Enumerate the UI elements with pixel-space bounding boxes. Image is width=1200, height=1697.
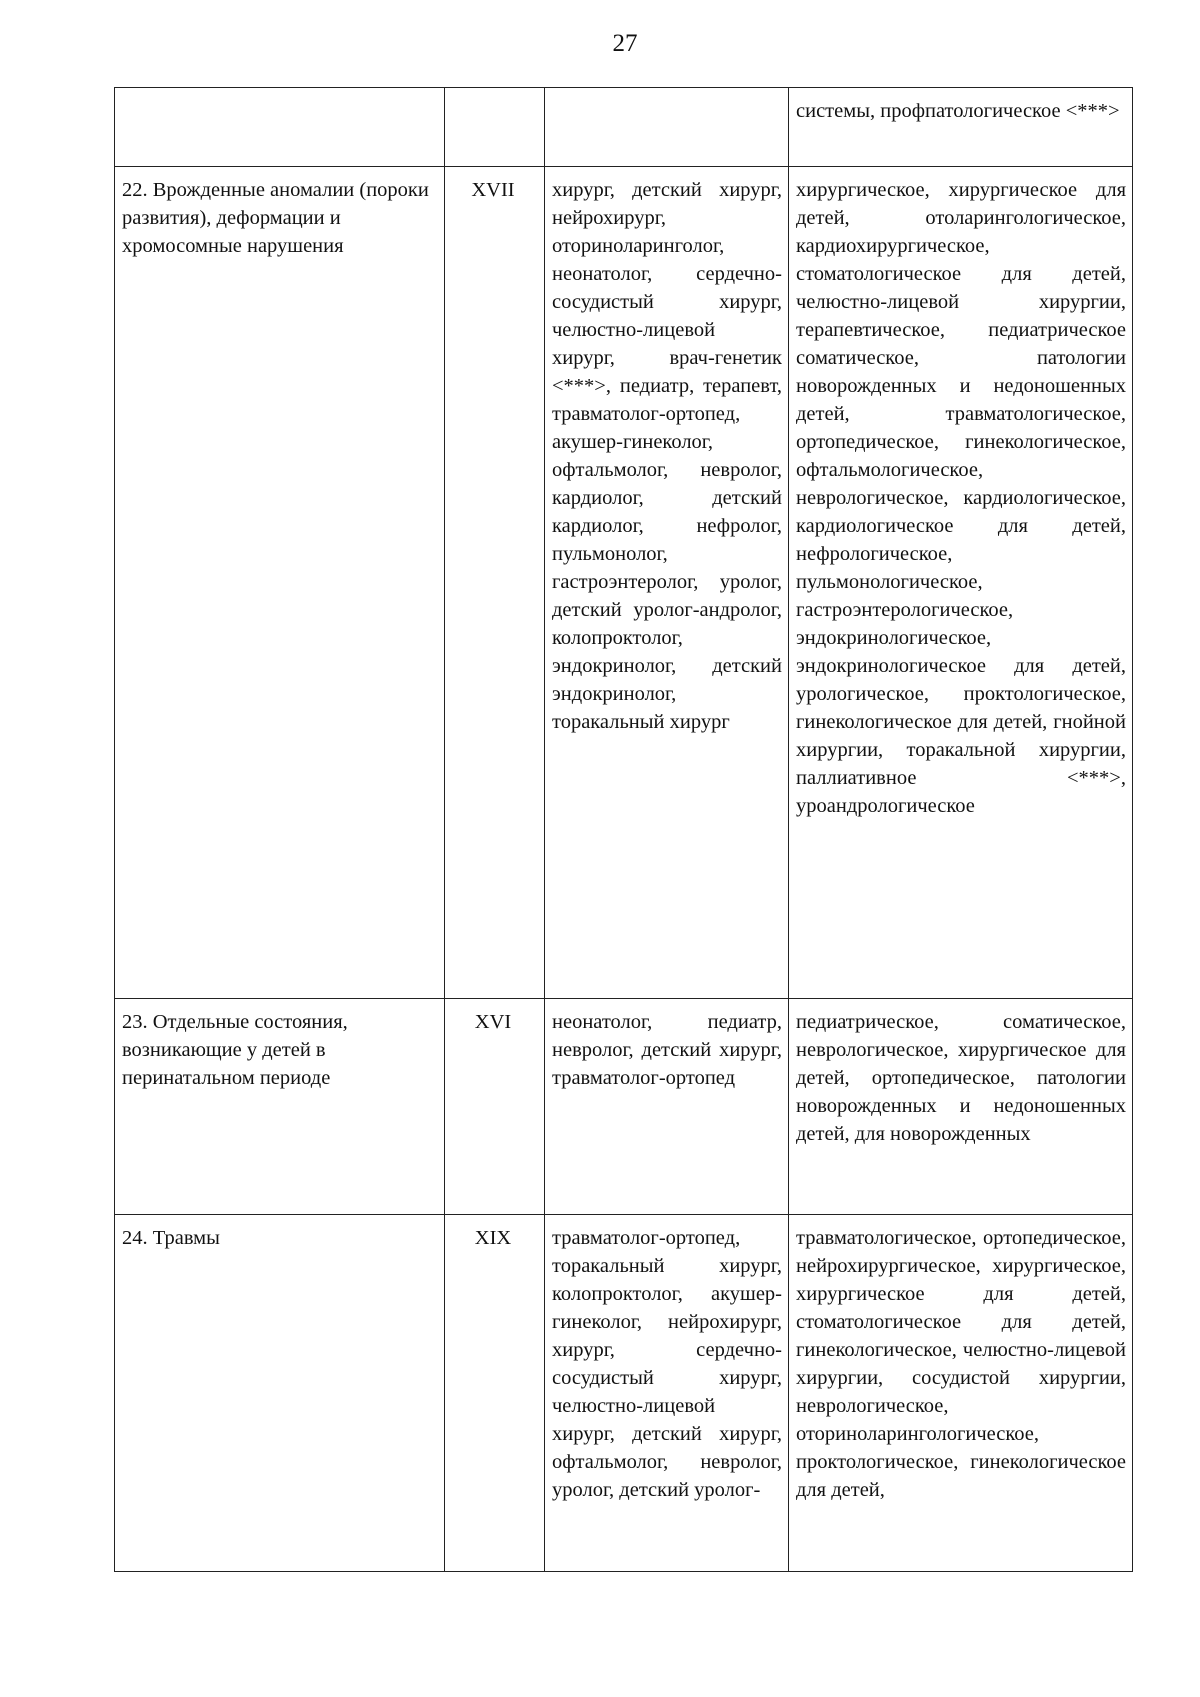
page-number: 27	[612, 30, 638, 57]
bed-profiles-cell: травматологическое, ортопедическое, нейрохирургическое, хирургическое, хирургическое для детей, стоматологическое для детей, гинекологическое, челюстно-лицевой хирургии, сосудистой хирургии, неврологическое, оториноларингологическое, проктологическое, гинекологическое для детей,	[789, 1215, 1133, 1572]
specialists-cell: неонатолог, педиатр, невролог, детский хирург, травматолог-ортопед	[545, 999, 789, 1215]
condition-cell: 23. Отдельные состояния, возникающие у детей в перинатальном периоде	[115, 999, 445, 1215]
icd-class-cell: XIX	[445, 1215, 545, 1572]
table-row	[115, 999, 1133, 1215]
specialists-cell: травматолог-ортопед, торакальный хирург, колопроктолог, акушер-гинеколог, нейрохирург, хирург, сердечно-сосудистый хирург, челюстно-лицевой хирург, детский хирург, офтальмолог, невролог, уролог, детский уролог-	[545, 1215, 789, 1572]
condition-cell: 22. Врожденные аномалии (пороки развития), деформации и хромосомные нарушения	[115, 167, 445, 999]
bed-profiles-cell: хирургическое, хирургическое для детей, отоларингологическое, кардиохирургическое, стоматологическое для детей, челюстно-лицевой хирургии, терапевтическое, педиатрическое соматическое, патологии новорожденных и недоношенных детей, травматологическое, ортопедическое, гинекологическое, офтальмологическое, неврологическое, кардиологическое, кардиологическое для детей, нефрологическое, пульмонологическое, гастроэнтерологическое, эндокринологическое, эндокринологическое для детей, урологическое, проктологическое, гинекологическое для детей, гнойной хирургии, торакальной хирургии, паллиативное <***>, уроандрологическое	[789, 167, 1133, 999]
bed-profiles-cell: системы, профпатологическое <***>	[789, 88, 1133, 167]
specialists-cell	[545, 88, 789, 167]
table-row	[115, 88, 1133, 167]
table-row	[115, 1215, 1133, 1572]
icd-class-cell	[445, 88, 545, 167]
condition-cell: 24. Травмы	[115, 1215, 445, 1572]
icd-class-cell: XVII	[445, 167, 545, 999]
bed-profiles-cell: педиатрическое, соматическое, неврологическое, хирургическое для детей, ортопедическое, патологии новорожденных и недоношенных детей, для новорожденных	[789, 999, 1133, 1215]
medical-profile-table	[114, 87, 1133, 1572]
icd-class-cell: XVI	[445, 999, 545, 1215]
specialists-cell: хирург, детский хирург, нейрохирург, оториноларинголог, неонатолог, сердечно-сосудистый хирург, челюстно-лицевой хирург, врач-генетик <***>, педиатр, терапевт, травматолог-ортопед, акушер-гинеколог, офтальмолог, невролог, кардиолог, детский кардиолог, нефролог, пульмонолог, гастроэнтеролог, уролог, детский уролог-андролог, колопроктолог, эндокринолог, детский эндокринолог, торакальный хирург	[545, 167, 789, 999]
table-row	[115, 167, 1133, 999]
condition-cell	[115, 88, 445, 167]
